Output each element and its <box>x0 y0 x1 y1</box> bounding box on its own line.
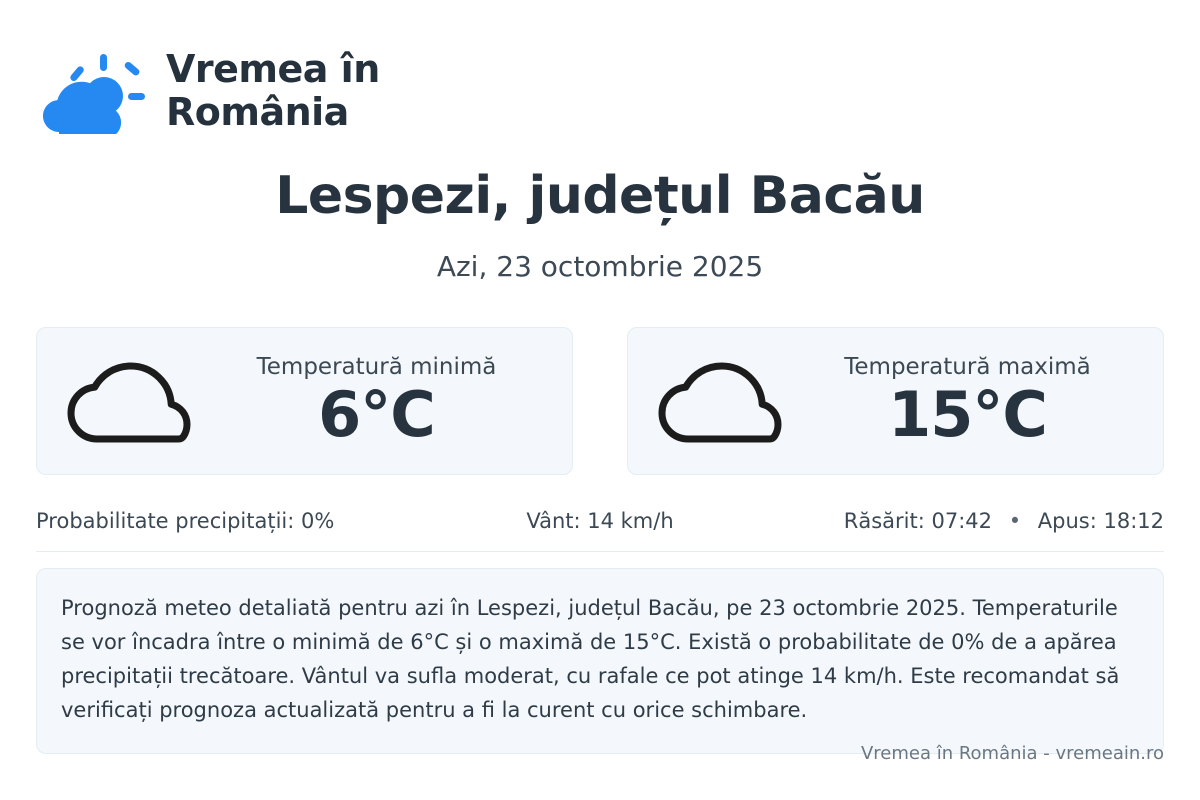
precipitation-stat: Probabilitate precipitații: 0% <box>36 509 335 533</box>
cloud-icon <box>654 353 782 449</box>
brand-title <box>166 48 380 133</box>
weather-stats-row <box>36 509 1164 552</box>
min-temperature-card <box>36 327 573 475</box>
max-temperature-label: Temperatură maximă <box>844 354 1091 381</box>
max-temperature-value: 15°C <box>888 378 1047 452</box>
site-footer: Vremea în România - vremeain.ro <box>860 743 1164 764</box>
temperature-cards <box>36 327 1164 475</box>
forecast-description: Prognoză meteo detaliată pentru azi în Lespezi, județul Bacău, pe 23 octombrie 2025. Temperaturile se vor încadra între o minimă de 6°C și o maximă de 15°C. Există o probabilitate de 0% de a apărea precipitații trecătoare. Vântul va sufla moderat, cu rafale ce pot atinge 14 km/h. Este recomandat să verificați prognoza actualizată pentru a fi la curent cu orice schimbare. <box>36 568 1164 754</box>
stat-separator: • <box>1008 509 1022 533</box>
sun-behind-cloud-icon <box>36 48 146 134</box>
sunrise-value: Răsărit: 07:42 <box>843 509 993 533</box>
sunset-value: Apus: 18:12 <box>1037 509 1164 533</box>
wind-stat: Vânt: 14 km/h <box>526 509 674 533</box>
brand-title-line2: România <box>166 90 349 134</box>
cloud-icon <box>63 353 191 449</box>
page-date: Azi, 23 octombrie 2025 <box>436 250 764 283</box>
max-temperature-card <box>627 327 1164 475</box>
min-temperature-label: Temperatură minimă <box>256 354 497 381</box>
min-temperature-value: 6°C <box>318 378 435 452</box>
page-title: Lespezi, județul Bacău <box>275 166 925 226</box>
site-brand[interactable] <box>36 0 1164 134</box>
sun-times-stat <box>788 509 1164 533</box>
brand-title-line1: Vremea în <box>166 47 380 92</box>
